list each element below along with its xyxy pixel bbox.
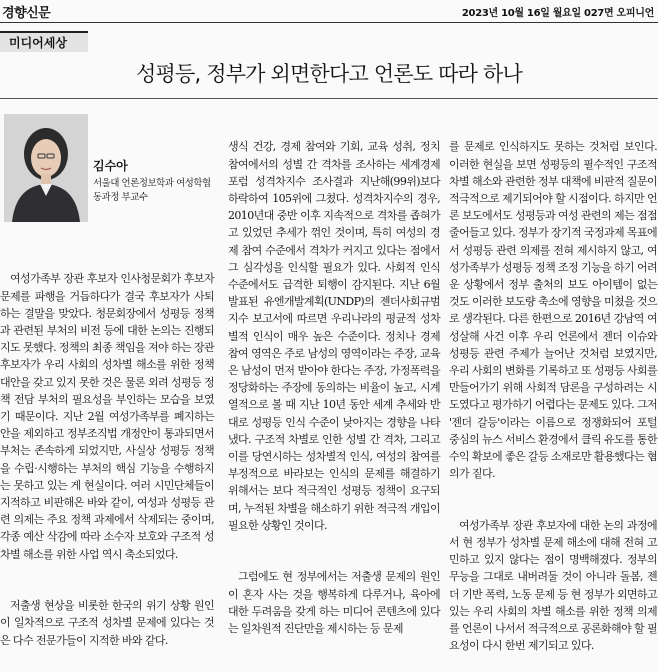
masthead [0, 0, 658, 23]
newspaper-brand: 경향신문 [2, 6, 51, 21]
article-column-1 [0, 236, 217, 647]
section-tag: 미디어세상 [0, 31, 88, 52]
dateline: 2023년 10월 16일 월요일 027면 오피니언 [461, 8, 654, 19]
author-photo [4, 114, 88, 222]
paragraph: 여성가족부 장관 후보자 인사청문회가 후보자 문제를 파행을 거듭하다가 결국 후보자가 사퇴하는 결말을 맞았다. 청문회장에서 성평등 정책과 관련된 부처의 비전 등에 대한 논의는 진행되지도 못했다. 정책의 최종 책임을 져야 하는 장관 후보자가 우리 사회의 성차별 해소를 위한 정책 대안을 갖고 있지 못한 것은 물론 외려 성평등 정책 전담 부처의 필요성을 부인하는 모습을 보였기 때문이다. 지난 2월 여성가족부를 폐지하는 안을 제외하고 정부조직법 개정안이 통과되면서 부처는 존속하게 되었지만, 사실상 성평등 정책을 수립·시행하는 부처의 핵심 기능을 수행하지는 못하고 있는 게 현실이다. 여러 시민단체들이 지적하고 비판해온 바와 같이, 여성과 성평등 관련 의제는 주요 정책 과제에서 삭제되는 중이며, 각종 예산 삭감에 따라 소수자 보호와 구조적 성차별 해소를 위한 사업 역시 축소되었다. [0, 272, 217, 561]
headline-divider [0, 98, 658, 99]
paragraph: 저출생 현상을 비롯한 한국의 위기 상황 원인이 일차적으로 구조적 성차별 문제에 있다는 것은 다수 전문가들이 지적한 바와 같다. [0, 599, 214, 647]
headline: 성평등, 정부가 외면한다고 언론도 따라 하나 [136, 62, 522, 86]
author-name: 김수아 [93, 159, 128, 173]
paragraph: 그럼에도 현 정부에서는 저출생 문제의 원인이 혼자 사는 것을 행복하게 다루거나, 육아에 대한 두려움을 갖게 하는 미디어 콘텐츠에 있다는 일차원적 진단만을 제시하는 등 문제 [228, 570, 443, 636]
paragraph: 여성가족부 장관 후보자에 대한 논의 과정에서 현 정부가 성차별 문제 해소에 대해 전혀 고민하고 있지 않다는 점이 명백해졌다. 정부의 무능을 그대로 내버려둘 것이 아니라 돌봄, 젠더 기반 폭력, 노동 문제 등 현 정부가 외면하고 있는 우리 사회의 차별 해소를 위한 정책 의제를 언론이 나서서 적극적으로 공론화해야 할 필요성이 다시 한번 제기되고 있다. [449, 518, 657, 653]
author-portrait-icon [4, 114, 88, 222]
article-column-3 [449, 104, 657, 653]
author-title: 서울대 언론정보학과 여성학협동과정 부교수 [93, 178, 211, 203]
paragraph: 를 문제로 인식하지도 못하는 것처럼 보인다. 이러한 현실을 보면 성평등의 필수적인 구조적 차별 해소와 관련한 정부 대책에 비판적 질문이 적극적으로 제기되어야 할 시점이다. 하지만 언론 보도에서도 성평등과 여성 관련의 제는 점점 줄어들고 있다. 정부가 장기적 국정과제 목표에서 성평등 관련 의제를 전혀 제시하지 않고, 여성가족부가 성평등 정책 조정 기능을 하기 어려운 상황에서 정부 출처의 보도 아이템이 없는 것도 이러한 보도량 축소에 영향을 미쳤을 것으로 생각된다. 다른 한편으로 2016년 강남역 여성살해 사건 이후 우리 언론에서 젠더 이슈와 성평등 관련 주제가 늘어난 것처럼 보였지만, 우리 사회의 변화를 기록하고 또 성평등 사회를 만들어가기 위해 사회적 담론을 구성하려는 시도였다고 평가하기 어렵다는 문제도 있다. 그저 '젠더 갈등'이라는 이름으로 정쟁화되어 포털 중심의 뉴스 서비스 환경에서 클릭 유도를 통한 수익 확보에 좋은 갈등 소재로만 활용했다는 혐의가 짙다. [449, 140, 657, 481]
article-column-2 [228, 104, 443, 636]
paragraph: 생식 건강, 경제 참여와 기회, 교육 성취, 정치 참여에서의 성별 간 격차를 조사하는 세계경제포럼 성격차지수 조사결과 지난해(99위)보다 하락하여 105위에 그쳤다. 성격차지수의 경우, 2010년대 중반 이후 지속적으로 격차를 좁혀가고 있었던 추세가 꺾인 것이며, 특히 여성의 경제 참여 수준에서 격차가 커지고 있다는 점에서 그 심각성을 인식할 필요가 있다. 사회적 인식 수준에서도 급격한 퇴행이 감지된다. 지난 6월 발표된 유엔개발계획(UNDP)의 젠더사회규범지수 보고서에 따르면 우리나라의 평균적 성차별적 인식이 매우 높은 수준이다. 정치나 경제 참여 영역은 주로 남성의 영역이라는 주장, 교육은 남성이 먼저 받아야 한다는 주장, 가정폭력을 정당화하는 주장에 동의하는 비율이 높고, 시계열적으로 볼 때 지난 10년 동안 세계 추세와 반대로 성평등 인식 수준이 낮아지는 경향을 나타냈다. 구조적 차별로 인한 성별 간 격차, 그리고 이를 당연시하는 성차별적 인식, 여성의 참여를 부정적으로 바라보는 인식의 문제를 해결하기 위해서는 보다 적극적인 성평등 정책이 요구되며, 누적된 차별을 해소하기 위한 적극적 개입이 필요한 상황인 것이다. [228, 140, 443, 532]
